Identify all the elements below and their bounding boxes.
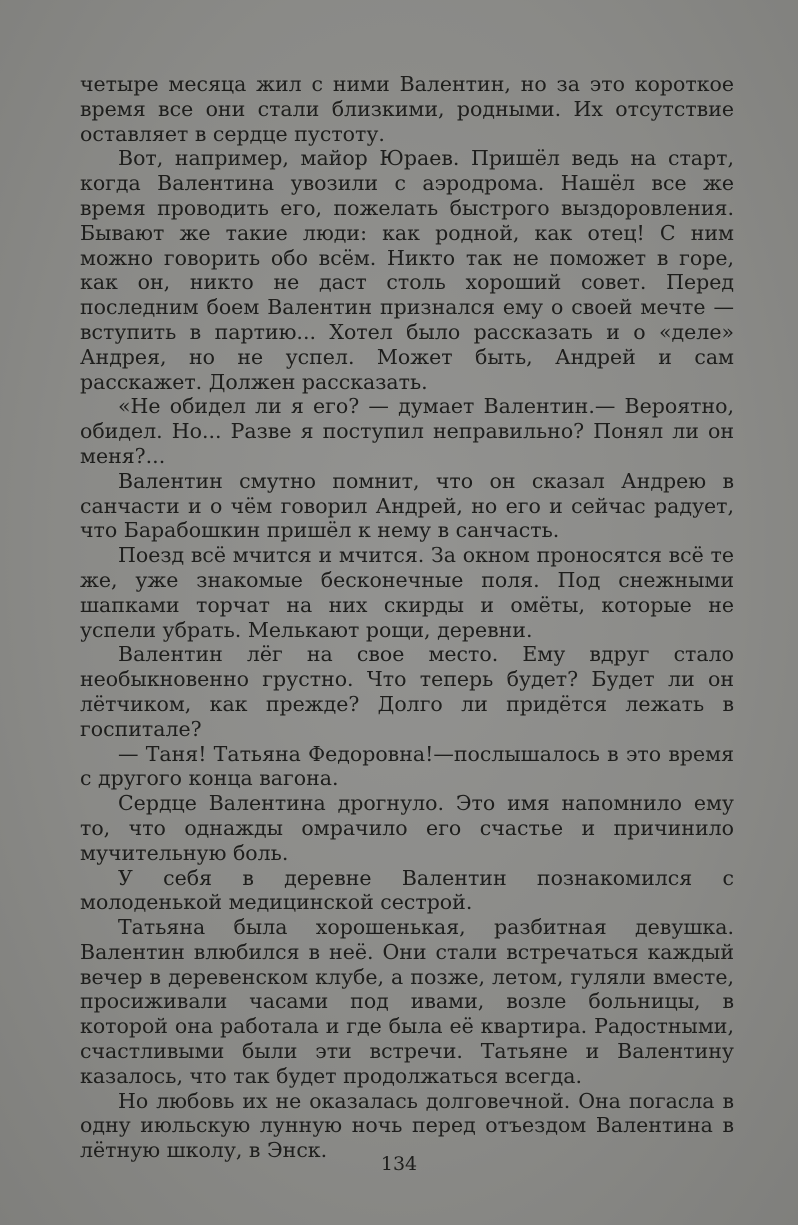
paragraph: «Не обидел ли я его? — думает Валентин.— Вероятно, обидел. Но... Разве я поступил неправильно? Понял ли он меня?... <box>80 394 734 468</box>
body-text <box>80 72 734 1163</box>
paragraph: У себя в деревне Валентин познакомился с молоденькой медицинской сестрой. <box>80 865 734 915</box>
paragraph: Валентин лёг на свое место. Ему вдруг стало необыкновенно грустно. Что теперь будет? Будет ли он лётчиком, как прежде? Долго ли придётся лежать в госпитале? <box>80 642 734 741</box>
paragraph: Вот, например, майор Юраев. Пришёл ведь на старт, когда Валентина увозили с аэродрома. Нашёл все же время проводить его, пожелать быстрого выздоровления. Бывают же такие люди: как родной, как отец! С ним можно говорить обо всём. Никто так не поможет в горе, как он, никто не даст столь хороший совет. Перед последним боем Валентин признался ему о своей мечте — вступить в партию... Хотел было рассказать и о «деле» Андрея, но не успел. Может быть, Андрей и сам расскажет. Должен рассказать. <box>80 146 734 394</box>
paragraph: Сердце Валентина дрогнуло. Это имя напомнило ему то, что однажды омрачило его счастье и причинило мучительную боль. <box>80 791 734 865</box>
page-number: 134 <box>380 1153 418 1175</box>
paragraph: — Таня! Татьяна Федоровна!—послышалось в это время с другого конца вагона. <box>80 741 734 791</box>
paragraph: Валентин смутно помнит, что он сказал Андрею в санчасти и о чём говорил Андрей, но его и сейчас радует, что Барабошкин пришёл к нему в санчасть. <box>80 468 734 543</box>
paragraph: четыре месяца жил с ними Валентин, но за это короткое время все они стали близкими, родными. Их отсутствие оставляет в сердце пустоту. <box>80 72 734 146</box>
paragraph: Татьяна была хорошенькая, разбитная девушка. Валентин влюбился в неё. Они стали встречаться каждый вечер в деревенском клубе, а позже, летом, гуляли вместе, просиживали часами под ивами, возле больницы, в которой она работала и где была её квартира. Радостными, счастливыми были эти встречи. Татьяне и Валентину казалось, что так будет продолжаться всегда. <box>80 915 734 1088</box>
paragraph: Поезд всё мчится и мчится. За окном проносятся всё те же, уже знакомые бесконечные поля. Под снежными шапками торчат на них скирды и омёты, которые не успели убрать. Мелькают рощи, деревни. <box>80 543 734 642</box>
paragraph: Но любовь их не оказалась долговечной. Она погасла в одну июльскую лунную ночь перед отъездом Валентина в лётную школу, в Энск. <box>80 1088 734 1163</box>
